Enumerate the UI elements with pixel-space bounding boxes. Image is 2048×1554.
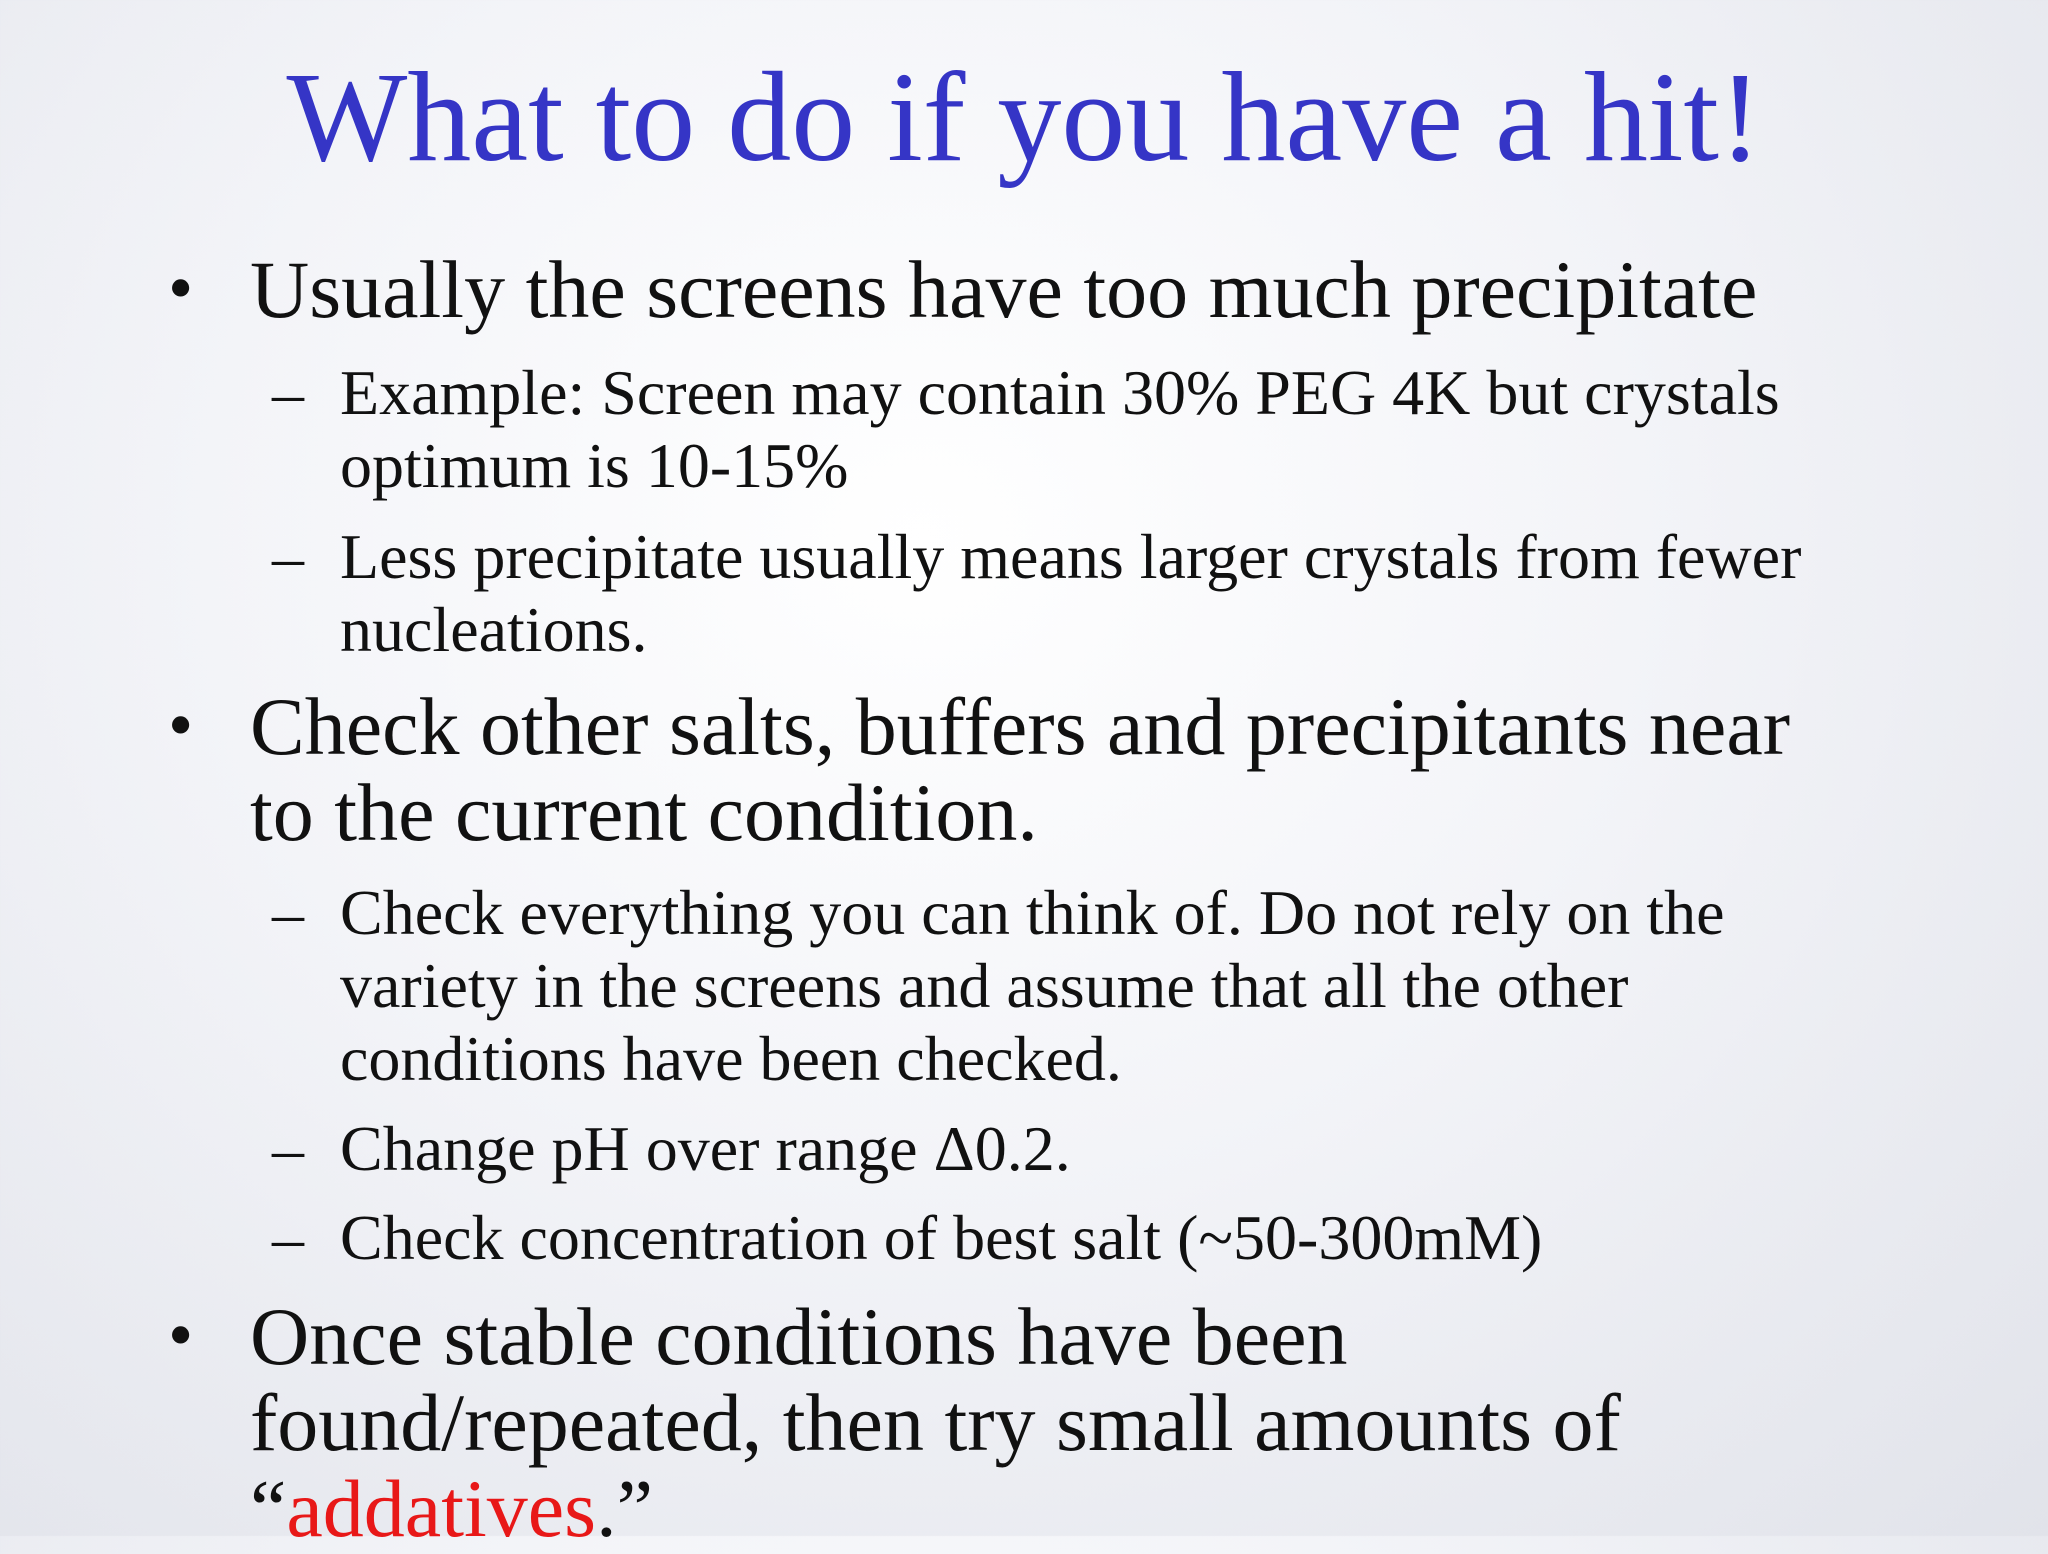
bullet-1 [168, 244, 1868, 335]
sub-bullet-2-2 [272, 1112, 1872, 1185]
bullet-1-text: Usually the screens have too much precipitate [250, 244, 1758, 335]
dash-marker: – [272, 1202, 304, 1273]
bullet-3 [168, 1291, 1868, 1554]
sub-bullet-2-2-text: Change pH over range Δ0.2. [340, 1113, 1071, 1184]
slide-title: What to do if you have a hit! [286, 46, 1762, 188]
sub-bullet-1-1 [272, 356, 1872, 502]
bullet-2 [168, 681, 1868, 858]
sub-bullet-1-2-text: Less precipitate usually means larger crystals from fewer nucleations. [340, 521, 1802, 665]
bullet-marker: • [168, 248, 194, 328]
dash-marker: – [272, 877, 304, 948]
bullet-2-text: Check other salts, buffers and precipitants near to the current condition. [250, 681, 1791, 858]
bullet-marker: • [168, 685, 194, 765]
bullet-marker: • [168, 1295, 194, 1375]
sub-bullet-1-2 [272, 520, 1872, 666]
dash-marker: – [272, 521, 304, 592]
sub-bullet-2-1 [272, 876, 1872, 1095]
sub-bullet-2-3-text: Check concentration of best salt (~50-300mM) [340, 1202, 1543, 1273]
bullet-3-text-after: .” [596, 1463, 653, 1554]
bullet-3-text [250, 1291, 1868, 1554]
bullet-3-text-before: Once stable conditions have been found/repeated, then try small amounts of “ [250, 1291, 1621, 1554]
dash-marker: – [272, 1113, 304, 1184]
sub-bullet-2-1-text: Check everything you can think of. Do not rely on the variety in the screens and assume that all the other conditions have been checked. [340, 877, 1725, 1094]
addatives-highlight: addatives [286, 1463, 597, 1554]
sub-bullet-2-3 [272, 1201, 1872, 1274]
dash-marker: – [272, 357, 304, 428]
sub-bullet-1-1-text: Example: Screen may contain 30% PEG 4K but crystals optimum is 10-15% [340, 357, 1780, 501]
